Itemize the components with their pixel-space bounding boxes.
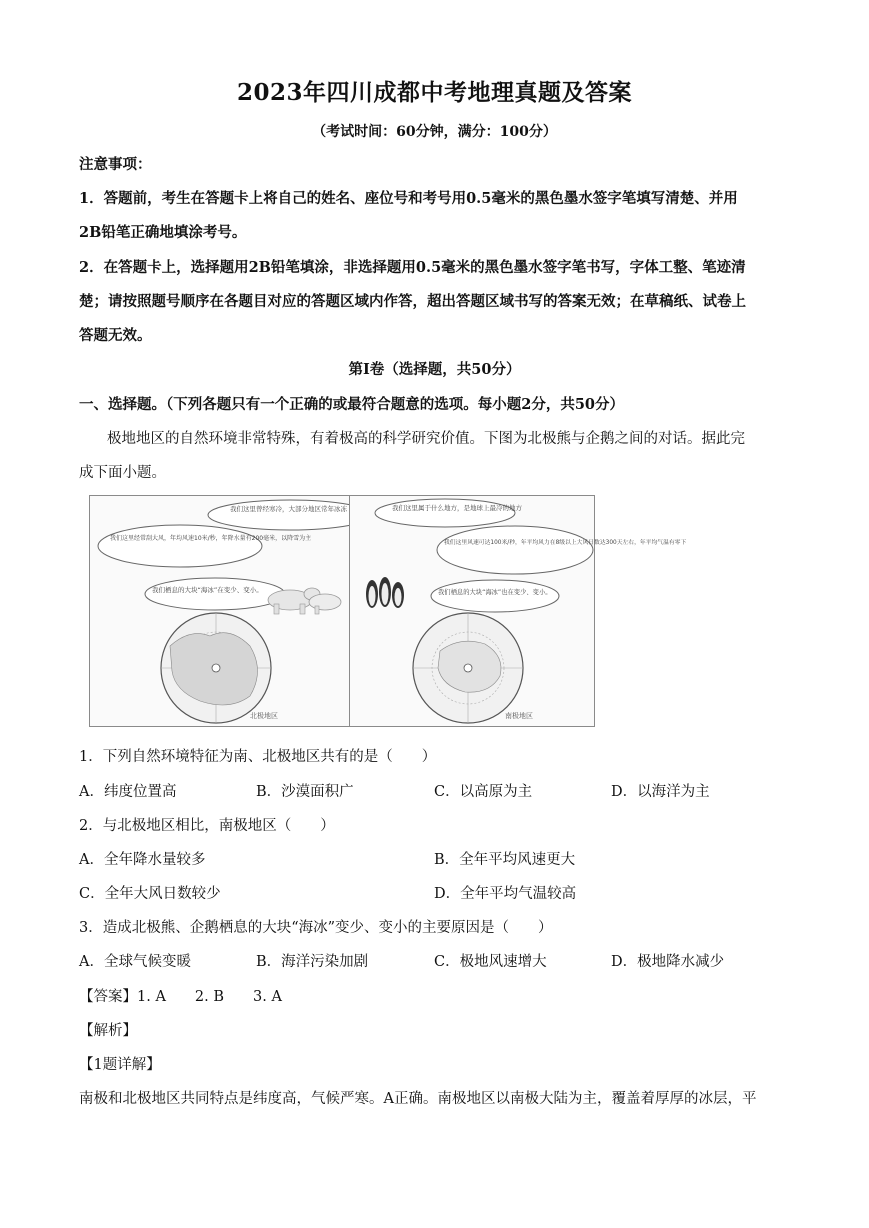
penguin-image bbox=[366, 577, 404, 608]
question-2-stem: 2．与北极地区相比，南极地区（ ） bbox=[79, 818, 335, 834]
analysis-label: 【解析】 bbox=[79, 1023, 137, 1039]
detail-1-label: 【1题详解】 bbox=[79, 1057, 161, 1073]
q3-option-a: A．全球气候变暖 bbox=[79, 954, 191, 970]
arctic-polar-map bbox=[161, 613, 278, 723]
antarctic-figure-panel bbox=[349, 495, 687, 727]
speech-bubble bbox=[98, 525, 262, 567]
q2-option-b: B．全年平均风速更大 bbox=[434, 852, 576, 868]
q2-option-a: A．全年降水量较多 bbox=[79, 852, 206, 868]
question-1-stem: 1．下列自然环境特征为南、北极地区共有的是（ ） bbox=[79, 749, 437, 765]
speech-bubble bbox=[437, 526, 593, 574]
page-title: 2023年四川成都中考地理真题及答案 bbox=[236, 79, 632, 106]
map-label: 北极地区 bbox=[250, 712, 278, 720]
q1-option-a: A．纬度位置高 bbox=[79, 784, 177, 800]
bubble-text: 我们这里风速可达100米/秒，年平均风力在8级以上大风日数达300天左右，年平均气温有零下 bbox=[444, 540, 687, 546]
note-2-line-2: 楚；请按照题号顺序在各题目对应的答题区域内作答，超出答题区域书写的答案无效；在草稿纸、试卷上 bbox=[79, 293, 746, 310]
speech-bubble bbox=[145, 578, 285, 610]
q3-option-b: B．海洋污染加剧 bbox=[256, 954, 369, 970]
note-1-line-1: 1．答题前，考生在答题卡上将自己的姓名、座位号和考号用0.5毫米的黑色墨水签字笔填写清楚、并用 bbox=[79, 190, 738, 207]
answer-values: 1. A 2. B 3. A bbox=[137, 989, 282, 1005]
antarctic-figure-svg bbox=[350, 496, 687, 726]
bubble-text: 我们栖息的大块“海冰”在变少、变小。 bbox=[152, 586, 263, 594]
intro-line-1: 极地地区的自然环境非常特殊，有着极高的科学研究价值。下图为北极熊与企鹅之间的对话。据此完 bbox=[107, 431, 745, 447]
bubble-text: 我们这里曾经寒冷，大部分地区常年冰冻 bbox=[230, 505, 347, 513]
bubble-text: 我们这里属于什么地方，是地球上最冷的地方 bbox=[392, 504, 522, 512]
q1-option-b: B．沙漠面积广 bbox=[256, 784, 354, 800]
speech-bubble bbox=[431, 580, 559, 612]
map-label: 南极地区 bbox=[505, 712, 533, 720]
answer-label: 【答案】 bbox=[79, 989, 137, 1005]
q1-option-c: C．以高原为主 bbox=[434, 784, 533, 800]
polar-bear-image bbox=[268, 588, 341, 614]
volume-title: 第Ⅰ卷（选择题，共50分） bbox=[348, 361, 521, 378]
q1-option-d: D．以海洋为主 bbox=[611, 784, 710, 800]
antarctic-polar-map bbox=[413, 613, 533, 723]
exam-info: （考试时间：60分钟，满分：100分） bbox=[312, 124, 557, 140]
q3-option-d: D．极地降水减少 bbox=[611, 954, 725, 970]
intro-line-2: 成下面小题。 bbox=[79, 465, 166, 481]
notes-heading: 注意事项： bbox=[79, 156, 152, 173]
note-2-line-1: 2．在答题卡上，选择题用2B铅笔填涂，非选择题用0.5毫米的黑色墨水签字笔书写，字体工整、笔迹清 bbox=[79, 259, 746, 276]
bubble-text: 我们栖息的大块“海冰”也在变少、变小。 bbox=[438, 589, 552, 596]
part-title: 一、选择题。（下列各题只有一个正确的或最符合题意的选项。每小题2分，共50分） bbox=[79, 396, 625, 413]
q2-option-c: C．全年大风日数较少 bbox=[79, 886, 221, 902]
q3-option-c: C．极地风速增大 bbox=[434, 954, 547, 970]
note-2-line-3: 答题无效。 bbox=[79, 327, 152, 344]
bubble-text: 我们这里经常刮大风，年均风速10米/秒，年降水量有200毫米，以降雪为主 bbox=[110, 535, 312, 542]
analysis-text: 南极和北极地区共同特点是纬度高，气候严寒。A正确。南极地区以南极大陆为主，覆盖着厚厚的冰层，平 bbox=[79, 1091, 757, 1107]
answer-line bbox=[79, 985, 282, 1006]
q2-option-d: D．全年平均气温较高 bbox=[434, 886, 577, 902]
note-1-line-2: 2B铅笔正确地填涂考号。 bbox=[79, 224, 247, 241]
question-3-stem: 3．造成北极熊、企鹅栖息的大块“海冰”变少、变小的主要原因是（ ） bbox=[79, 920, 553, 936]
